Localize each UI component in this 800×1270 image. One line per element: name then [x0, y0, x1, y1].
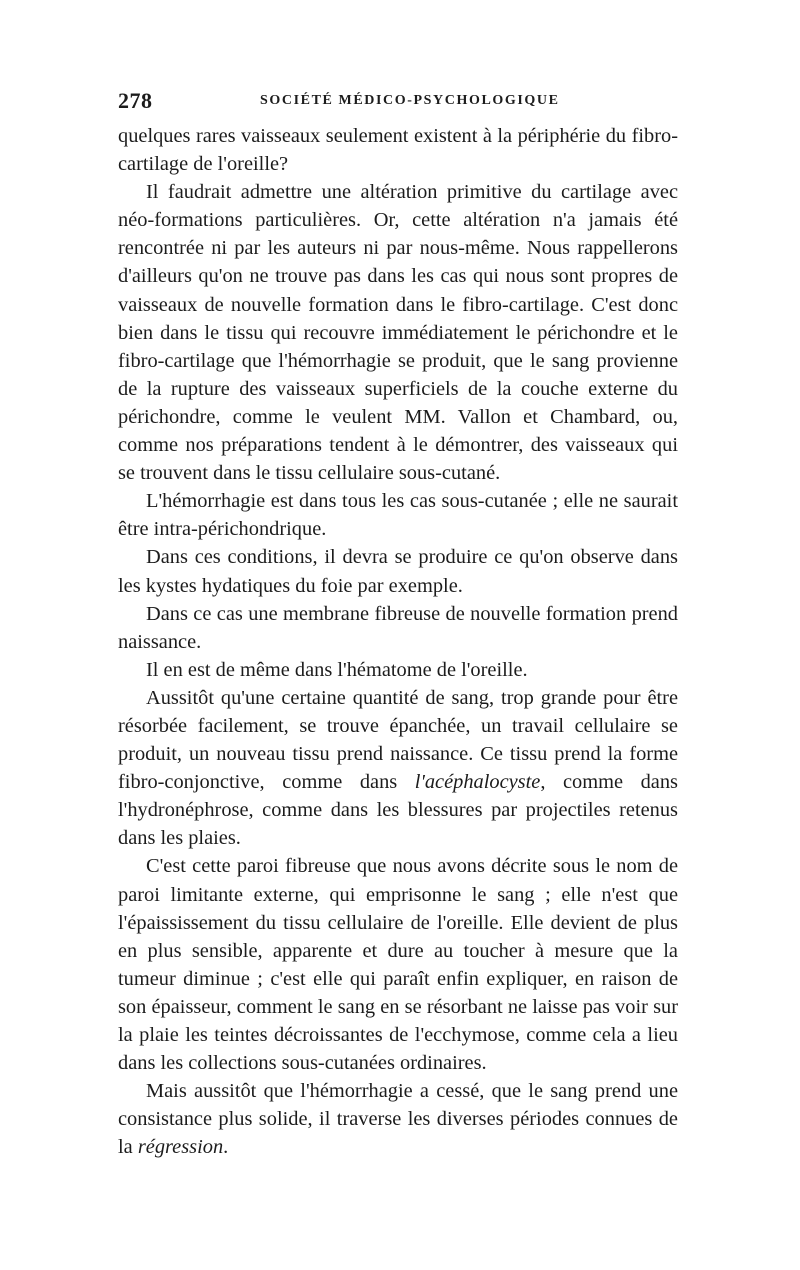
page-header: [118, 88, 678, 118]
paragraph: quelques rares vaisseaux seulement existent à la périphérie du fibro-cartilage de l'oreille?: [118, 125, 678, 176]
running-title: SOCIÉTÉ MÉDICO-PSYCHOLOGIQUE: [260, 93, 560, 108]
page-number: 278: [118, 88, 153, 113]
paragraph: Il faudrait admettre une altération primitive du cartilage avec néo-formations particulières. Or, cette altération n'a jamais été rencontrée ni par les auteurs ni par nous-même. Nous rappellerons d'ailleurs qu'on ne trouve pas dans les cas qui nous sont propres de vaisseaux de nouvelle formation dans le fibro-cartilage. C'est donc bien dans le tissu qui recouvre immédiatement le périchondre et le fibro-cartilage que l'hémorrhagie se produit, que le sang provienne de la rupture des vaisseaux superficiels de la couche externe du périchondre, comme le veulent MM. Vallon et Chambard, ou, comme nos préparations tendent à le démontrer, des vaisseaux qui se trouvent dans le tissu cellulaire sous-cutané.: [118, 181, 678, 485]
italic-term: l'acéphalocyste: [414, 771, 541, 794]
paragraph: [118, 1077, 678, 1161]
paragraph: [118, 684, 678, 853]
italic-term: régression: [137, 1136, 224, 1159]
paragraph: C'est cette paroi fibreuse que nous avons décrite sous le nom de paroi limitante externe, qui emprisonne le sang ; elle n'est que l'épaississement du tissu cellulaire de l'oreille. Elle devient de plus en plus sensible, apparente et dure au toucher à mesure que la tumeur diminue ; c'est elle qui paraît enfin expliquer, en raison de son épaisseur, comment le sang en se résorbant ne laisse pas voir sur la plaie les teintes décroissantes de l'ecchymose, comme cela a lieu dans les collections sous-cutanées ordinaires.: [118, 855, 678, 1075]
paragraph: Dans ce cas une membrane fibreuse de nouvelle formation prend naissance.: [118, 602, 678, 653]
paragraph: L'hémorrhagie est dans tous les cas sous-cutanée ; elle ne saurait être intra-périchondrique.: [118, 490, 678, 541]
paragraph-text: .: [223, 1136, 229, 1159]
paragraph-text: Aussitôt qu'une certaine quantité de sang, trop grande pour être résorbée facilement, se trouve épanchée, un travail cellulaire se produit, un nouveau tissu prend naissance. Ce tissu prend la forme fibro-conjonctive, comme dans: [118, 686, 678, 794]
paragraph-text: , comme dans l'hydronéphrose, comme dans les blessures par projectiles retenus dans les plaies.: [118, 771, 678, 850]
paragraph-text: Mais aussitôt que l'hémorrhagie a cessé, que le sang prend une consistance plus solide, il traverse les diverses périodes connues de la: [118, 1080, 678, 1159]
body-text: [118, 122, 678, 1161]
paragraph: Il en est de même dans l'hématome de l'oreille.: [146, 658, 528, 681]
paragraph: Dans ces conditions, il devra se produire ce qu'on observe dans les kystes hydatiques du foie par exemple.: [118, 546, 678, 597]
